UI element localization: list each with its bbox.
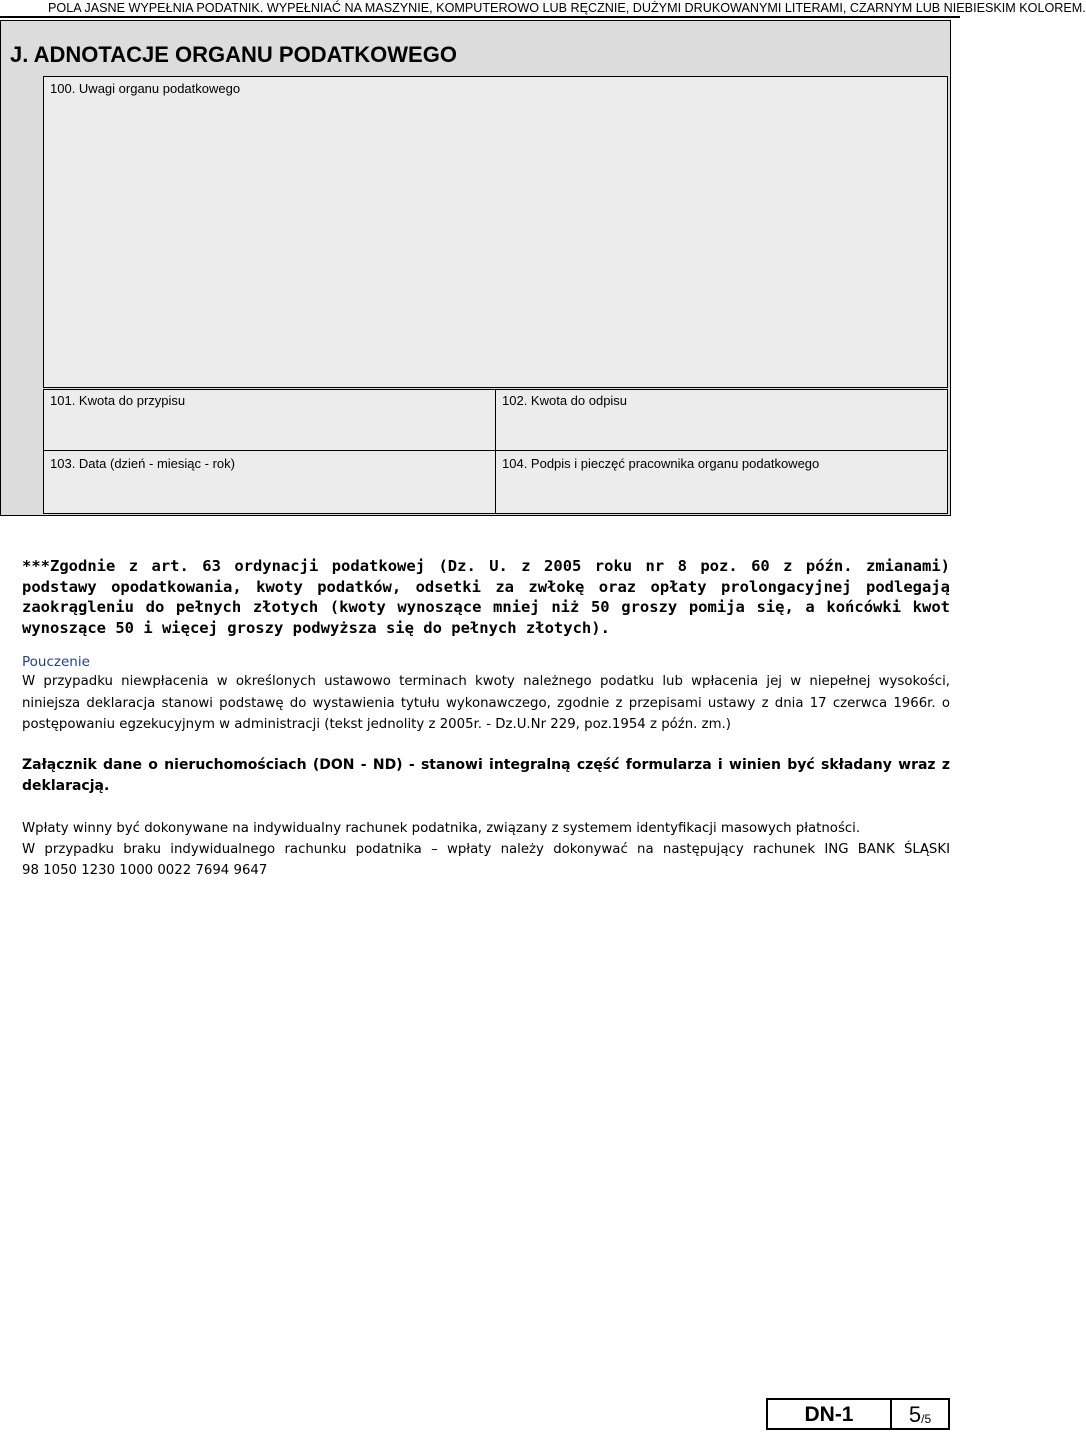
rounding-note: ***Zgodnie z art. 63 ordynacji podatkowej (Dz. U. z 2005 roku nr 8 poz. 60 z późn. zmianami) podstawy opodatkowania, kwoty podatków, odsetki za zwłokę oraz opłaty prolongacyjnej podlegają zaokrągleniu do pełnych złotych (kwoty wynoszące mniej niż 50 groszy pomija się, a końcówki kwot wynoszące 50 i więcej groszy podwyższa się do pełnych złotych).	[22, 557, 950, 638]
attachment-note: Załącznik dane o nieruchomościach (DON - ND) - stanowi integralną część formularza i winien być składany wraz z deklaracją.	[22, 757, 950, 794]
section-j-title: J. ADNOTACJE ORGANU PODATKOWEGO	[10, 42, 457, 67]
footer-form-box	[766, 1398, 950, 1430]
payment-line-1: Wpłaty winny być dokonywane na indywidualny rachunek podatnika, związany z systemem identyfikacji masowych płatności.	[22, 821, 861, 836]
bank-account-number: 98 1050 1230 1000 0022 7694 9647	[22, 863, 268, 878]
pouczenie-heading: Pouczenie	[22, 654, 90, 670]
page-number	[892, 1400, 948, 1428]
page-current: 5	[908, 1402, 922, 1427]
header-bar	[0, 0, 1086, 18]
pouczenie-text: W przypadku niewpłacenia w określonych ustawowo terminach kwoty należnego podatku lub wpłacenia jej w niepełnej wysokości, niniejsza deklaracja stanowi podstawę do wystawienia tytułu wykonawczego, zgodnie z przepisami ustawy z dnia 17 czerwca 1966r. o postępowaniu egzekucyjnym w administracji (tekst jednolity z 2005r. - Dz.U.Nr 229, poz.1954 z późn. zm.)	[22, 674, 950, 732]
page-total: /5	[921, 1412, 932, 1426]
field-100-remarks[interactable]	[43, 76, 948, 388]
field-104-label: 104. Podpis i pieczęć pracownika organu podatkowego	[502, 456, 820, 471]
field-100-label: 100. Uwagi organu podatkowego	[50, 81, 241, 96]
payment-line-2: W przypadku braku indywidualnego rachunku podatnika – wpłaty należy dokonywać na następujący rachunek ING BANK ŚLĄSKI	[22, 842, 950, 857]
field-101-label: 101. Kwota do przypisu	[50, 393, 186, 408]
fill-instructions: POLA JASNE WYPEŁNIA PODATNIK. WYPEŁNIAĆ NA MASZYNIE, KOMPUTEROWO LUB RĘCZNIE, DUŻYMI DRUKOWANYMI LITERAMI, CZARNYM LUB NIEBIESKIM KOLOREM.	[48, 1, 1086, 15]
payment-info	[22, 818, 950, 881]
form-code: DN-1	[768, 1400, 892, 1428]
field-103-label: 103. Data (dzień - miesiąc - rok)	[50, 456, 235, 471]
field-102-label: 102. Kwota do odpisu	[502, 393, 628, 408]
